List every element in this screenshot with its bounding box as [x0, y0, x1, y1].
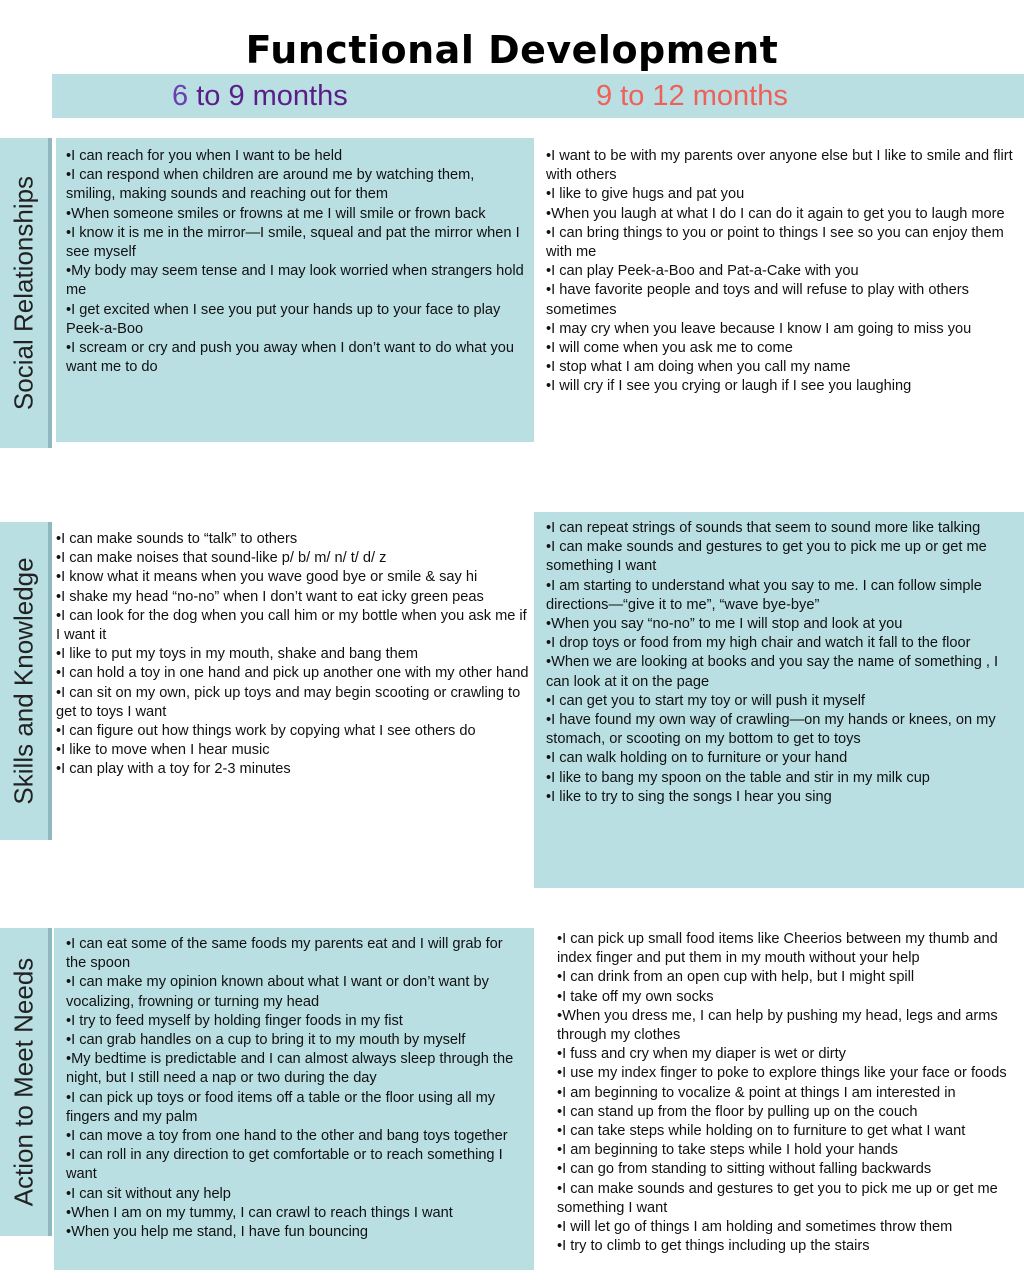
action-to-meet-needs-9-12-panel — [548, 922, 1024, 1280]
column-heading-rest: to 9 months — [188, 80, 348, 112]
list-item: • I am starting to understand what you say to me. I can follow simple directions—“give it to me”, “wave bye-bye” — [546, 577, 1014, 615]
skills-and-knowledge-9-12-panel — [534, 512, 1024, 888]
list-item: • I am beginning to vocalize & point at things I am interested in — [557, 1084, 1018, 1103]
social-relationships-6-9-panel — [56, 138, 534, 442]
tab-divider — [48, 928, 52, 1236]
list-item: • When you help me stand, I have fun bouncing — [66, 1223, 524, 1242]
list-item: • I can walk holding on to furniture or your hand — [546, 749, 1014, 768]
list-item: • I can pick up toys or food items off a table or the floor using all my fingers and my palm — [66, 1089, 524, 1127]
list-item: • I can eat some of the same foods my parents eat and I will grab for the spoon — [66, 935, 524, 973]
list-item: • I can make my opinion known about what I want or don’t want by vocalizing, frowning or turning my head — [66, 973, 524, 1011]
item-list — [56, 530, 530, 780]
list-item: • I can sit on my own, pick up toys and may begin scooting or crawling to get to toys I want — [56, 684, 530, 722]
item-list — [557, 930, 1018, 1256]
section-tab-action-to-meet-needs — [0, 928, 48, 1236]
list-item: • I try to feed myself by holding finger foods in my fist — [66, 1012, 524, 1031]
list-item: • I can reach for you when I want to be held — [66, 147, 524, 166]
list-item: • I try to climb to get things including up the stairs — [557, 1237, 1018, 1256]
section-label: Skills and Knowledge — [8, 557, 39, 805]
list-item: • I get excited when I see you put your hands up to your face to play Peek-a-Boo — [66, 301, 524, 339]
list-item: • I may cry when you leave because I know I am going to miss you — [546, 320, 1014, 339]
list-item: • I scream or cry and push you away when I don’t want to do what you want me to do — [66, 339, 524, 377]
page-title: Functional Development — [245, 28, 779, 72]
item-list — [546, 147, 1014, 397]
list-item: • My bedtime is predictable and I can almost always sleep through the night, but I still need a nap or two during the day — [66, 1050, 524, 1088]
list-item: • I fuss and cry when my diaper is wet or dirty — [557, 1045, 1018, 1064]
list-item: • I can get you to start my toy or will push it myself — [546, 692, 1014, 711]
list-item: • I can sit without any help — [66, 1185, 524, 1204]
list-item: • I can bring things to you or point to things I see so you can enjoy them with me — [546, 224, 1014, 262]
section-label: Social Relationships — [8, 175, 39, 411]
column-heading-number: 6 — [172, 80, 189, 112]
item-list — [66, 147, 524, 377]
list-item: • I will cry if I see you crying or laugh if I see you laughing — [546, 377, 1014, 396]
list-item: • I can pick up small food items like Cheerios between my thumb and index finger and put them in my mouth without your help — [557, 930, 1018, 968]
list-item: • I will let go of things I am holding and sometimes throw them — [557, 1218, 1018, 1237]
list-item: • I like to bang my spoon on the table and stir in my milk cup — [546, 769, 1014, 788]
item-list — [66, 935, 524, 1242]
list-item: • I like to try to sing the songs I hear you sing — [546, 788, 1014, 807]
list-item: • I can play Peek-a-Boo and Pat-a-Cake with you — [546, 262, 1014, 281]
list-item: • I know what it means when you wave good bye or smile & say hi — [56, 568, 530, 587]
list-item: • When you laugh at what I do I can do it again to get you to laugh more — [546, 205, 1014, 224]
list-item: • I can play with a toy for 2-3 minutes — [56, 760, 530, 779]
list-item: • I shake my head “no-no” when I don’t want to eat icky green peas — [56, 588, 530, 607]
list-item: • I drop toys or food from my high chair and watch it fall to the floor — [546, 634, 1014, 653]
list-item: • I can move a toy from one hand to the other and bang toys together — [66, 1127, 524, 1146]
list-item: • I can roll in any direction to get comfortable or to reach something I want — [66, 1146, 524, 1184]
list-item: • I use my index finger to poke to explore things like your face or foods — [557, 1064, 1018, 1083]
list-item: • I can figure out how things work by copying what I see others do — [56, 722, 530, 741]
list-item: • I like to put my toys in my mouth, shake and bang them — [56, 645, 530, 664]
list-item: • I know it is me in the mirror—I smile, squeal and pat the mirror when I see myself — [66, 224, 524, 262]
column-heading-6-to-9-months — [172, 80, 348, 113]
list-item: • I want to be with my parents over anyone else but I like to smile and flirt with others — [546, 147, 1014, 185]
list-item: • I stop what I am doing when you call my name — [546, 358, 1014, 377]
list-item: • I can go from standing to sitting without falling backwards — [557, 1160, 1018, 1179]
list-item: • I will come when you ask me to come — [546, 339, 1014, 358]
social-relationships-9-12-panel — [536, 138, 1024, 442]
list-item: • When you say “no-no” to me I will stop and look at you — [546, 615, 1014, 634]
list-item: • I can respond when children are around me by watching them, smiling, making sounds and reaching out for them — [66, 166, 524, 204]
list-item: • I take off my own socks — [557, 988, 1018, 1007]
section-tab-social-relationships — [0, 138, 48, 448]
list-item: • I can make sounds and gestures to get you to pick me up or get me something I want — [557, 1180, 1018, 1218]
list-item: • I can repeat strings of sounds that seem to sound more like talking — [546, 519, 1014, 538]
list-item: • I can drink from an open cup with help, but I might spill — [557, 968, 1018, 987]
section-label: Action to Meet Needs — [8, 957, 39, 1207]
list-item: • I have found my own way of crawling—on my hands or knees, on my stomach, or scooting on my bottom to get to toys — [546, 711, 1014, 749]
list-item: • I like to give hugs and pat you — [546, 185, 1014, 204]
section-tab-skills-and-knowledge — [0, 522, 48, 840]
list-item: • I can take steps while holding on to furniture to get what I want — [557, 1122, 1018, 1141]
list-item: • When you dress me, I can help by pushing my head, legs and arms through my clothes — [557, 1007, 1018, 1045]
item-list — [546, 519, 1014, 807]
tab-divider — [48, 138, 52, 448]
column-heading-9-to-12-months: 9 to 12 months — [596, 80, 788, 112]
list-item: • I have favorite people and toys and will refuse to play with others sometimes — [546, 281, 1014, 319]
list-item: • I can make sounds to “talk” to others — [56, 530, 530, 549]
list-item: • When I am on my tummy, I can crawl to reach things I want — [66, 1204, 524, 1223]
skills-and-knowledge-6-9-panel — [52, 522, 534, 840]
list-item: • When someone smiles or frowns at me I will smile or frown back — [66, 205, 524, 224]
list-item: • I can look for the dog when you call him or my bottle when you ask me if I want it — [56, 607, 530, 645]
list-item: • I like to move when I hear music — [56, 741, 530, 760]
list-item: • I can hold a toy in one hand and pick up another one with my other hand — [56, 664, 530, 683]
action-to-meet-needs-6-9-panel — [54, 928, 534, 1270]
list-item: • I am beginning to take steps while I hold your hands — [557, 1141, 1018, 1160]
list-item: • I can grab handles on a cup to bring it to my mouth by myself — [66, 1031, 524, 1050]
list-item: • My body may seem tense and I may look worried when strangers hold me — [66, 262, 524, 300]
list-item: • I can make sounds and gestures to get you to pick me up or get me something I want — [546, 538, 1014, 576]
list-item: • When we are looking at books and you say the name of something , I can look at it on the page — [546, 653, 1014, 691]
list-item: • I can make noises that sound-like p/ b/ m/ n/ t/ d/ z — [56, 549, 530, 568]
list-item: • I can stand up from the floor by pulling up on the couch — [557, 1103, 1018, 1122]
